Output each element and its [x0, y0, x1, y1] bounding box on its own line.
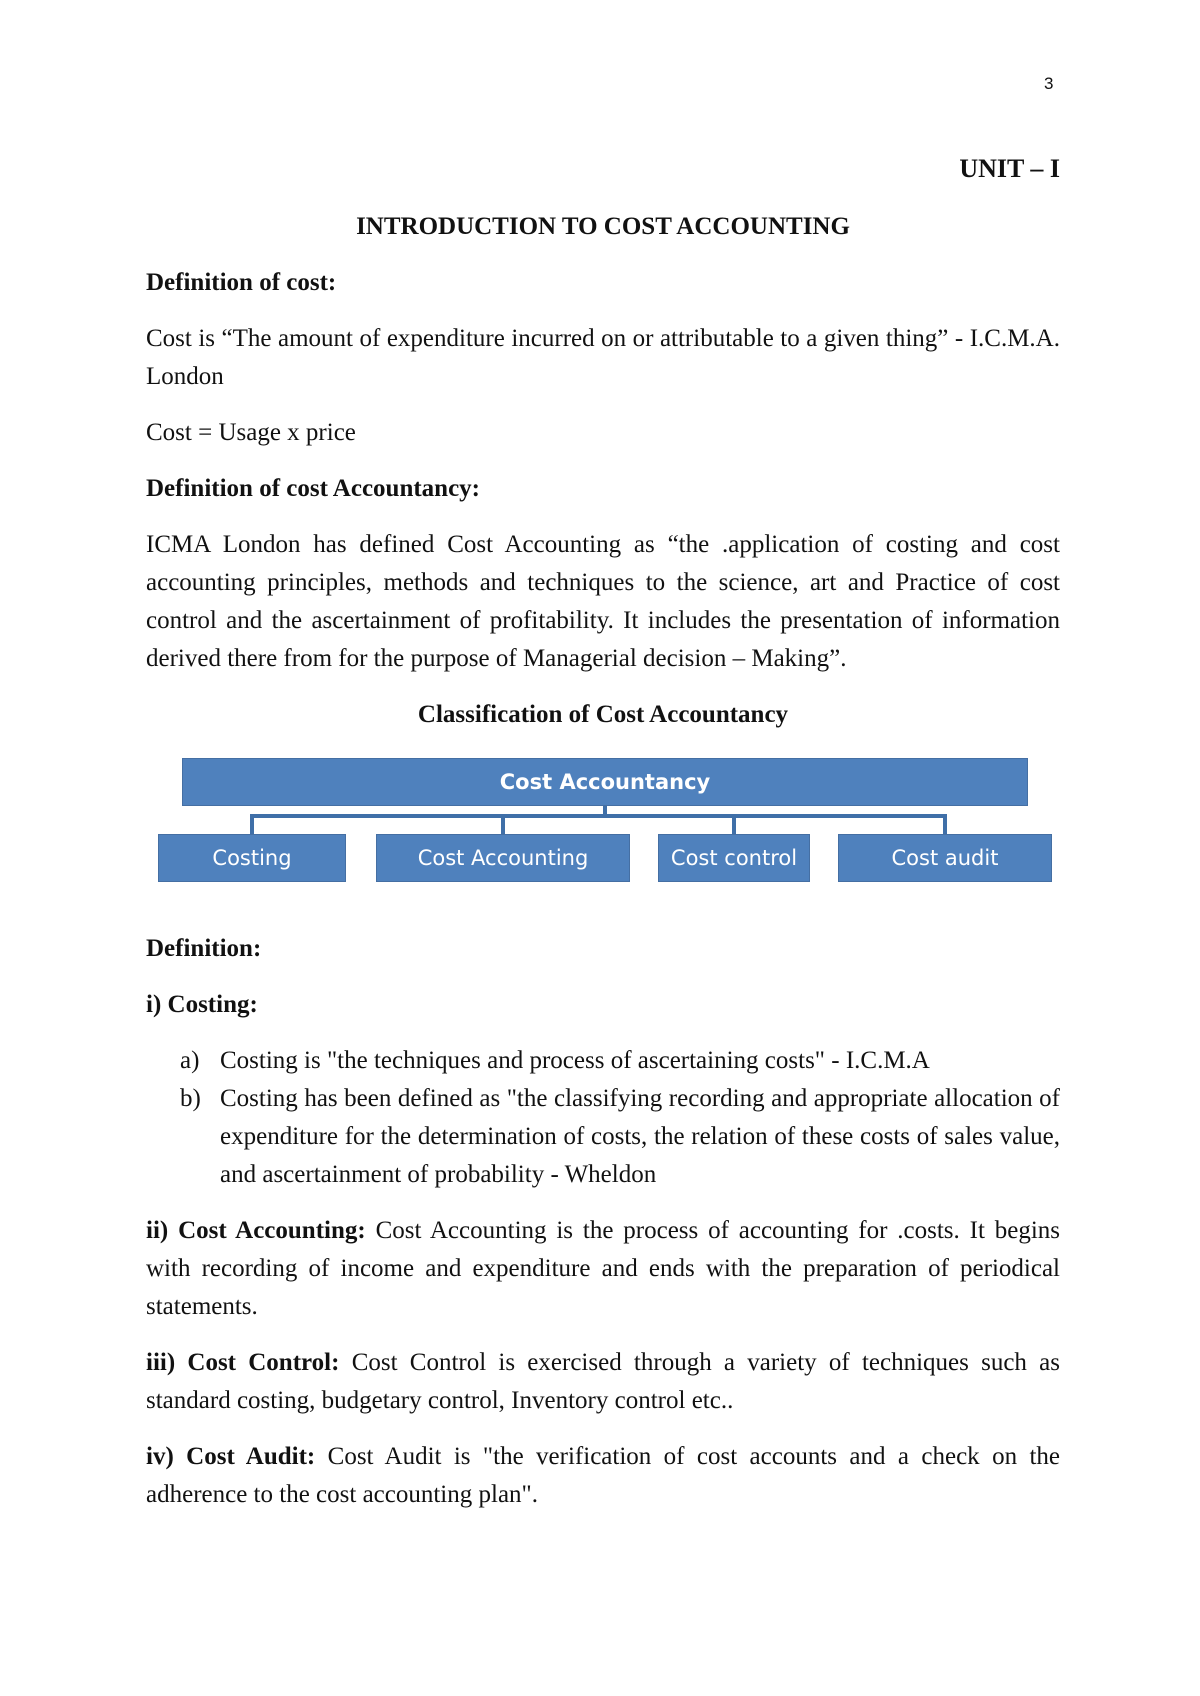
cost-audit-label: iv) Cost Audit: [146, 1443, 316, 1470]
diagram-node-cost-accounting: Cost Accounting [376, 834, 630, 882]
cost-formula: Cost = Usage x price [146, 419, 356, 446]
list-item [146, 1042, 1060, 1080]
list-item-text: Costing is "the techniques and process of ascertaining costs" - I.C.M.A [220, 1047, 930, 1074]
cost-control-definition [146, 1344, 1060, 1420]
diagram-node-costing: Costing [158, 834, 346, 882]
cost-accounting-definition [146, 1212, 1060, 1326]
list-marker: a) [180, 1047, 200, 1074]
classification-heading: Classification of Cost Accountancy [417, 701, 789, 728]
document-body [146, 150, 1060, 1532]
accountancy-definition-heading: Definition of cost Accountancy: [146, 475, 480, 502]
diagram-root-cost-accountancy: Cost Accountancy [182, 758, 1028, 806]
cost-control-label: iii) Cost Control: [146, 1349, 340, 1376]
accountancy-definition-text: ICMA London has defined Cost Accounting as “the .application of costing and cost accounting principles, methods and techniques to the science, art and Practice of cost control and the ascertainment of profitability. It includes the presentation of information derived there from for the purpose of Managerial decision – Making”. [146, 531, 1060, 672]
unit-heading: UNIT – I [959, 154, 1060, 183]
list-marker: b) [180, 1085, 201, 1112]
classification-diagram [146, 758, 1060, 890]
cost-control-text: Cost Control is exercised through a variety of techniques such as standard costing, budgetary control, Inventory control etc.. [146, 1349, 1060, 1414]
cost-definition-text: Cost is “The amount of expenditure incurred on or attributable to a given thing” - I.C.M.A. London [146, 325, 1060, 390]
cost-audit-text: Cost Audit is "the verification of cost accounts and a check on the adherence to the cost accounting plan". [146, 1443, 1060, 1508]
list-item-text: Costing has been defined as "the classifying recording and appropriate allocation of expenditure for the determination of costs, the relation of these costs of sales value, and ascertainment of probability - Wheldon [220, 1085, 1060, 1188]
cost-accounting-text: Cost Accounting is the process of accounting for .costs. It begins with recording of income and expenditure and ends with the preparation of periodical statements. [146, 1217, 1061, 1320]
diagram-node-cost-control: Cost control [658, 834, 810, 882]
cost-accounting-label: ii) Cost Accounting: [146, 1217, 366, 1244]
cost-definition-heading: Definition of cost: [146, 269, 337, 296]
list-item [146, 1080, 1060, 1194]
costing-definitions-list [146, 1042, 1060, 1194]
costing-heading: i) Costing: [146, 991, 258, 1018]
page-number: 3 [1044, 74, 1054, 93]
cost-audit-definition [146, 1438, 1060, 1514]
diagram-node-cost-audit: Cost audit [838, 834, 1052, 882]
definition-heading: Definition: [146, 935, 262, 962]
page-title: INTRODUCTION TO COST ACCOUNTING [356, 213, 850, 240]
